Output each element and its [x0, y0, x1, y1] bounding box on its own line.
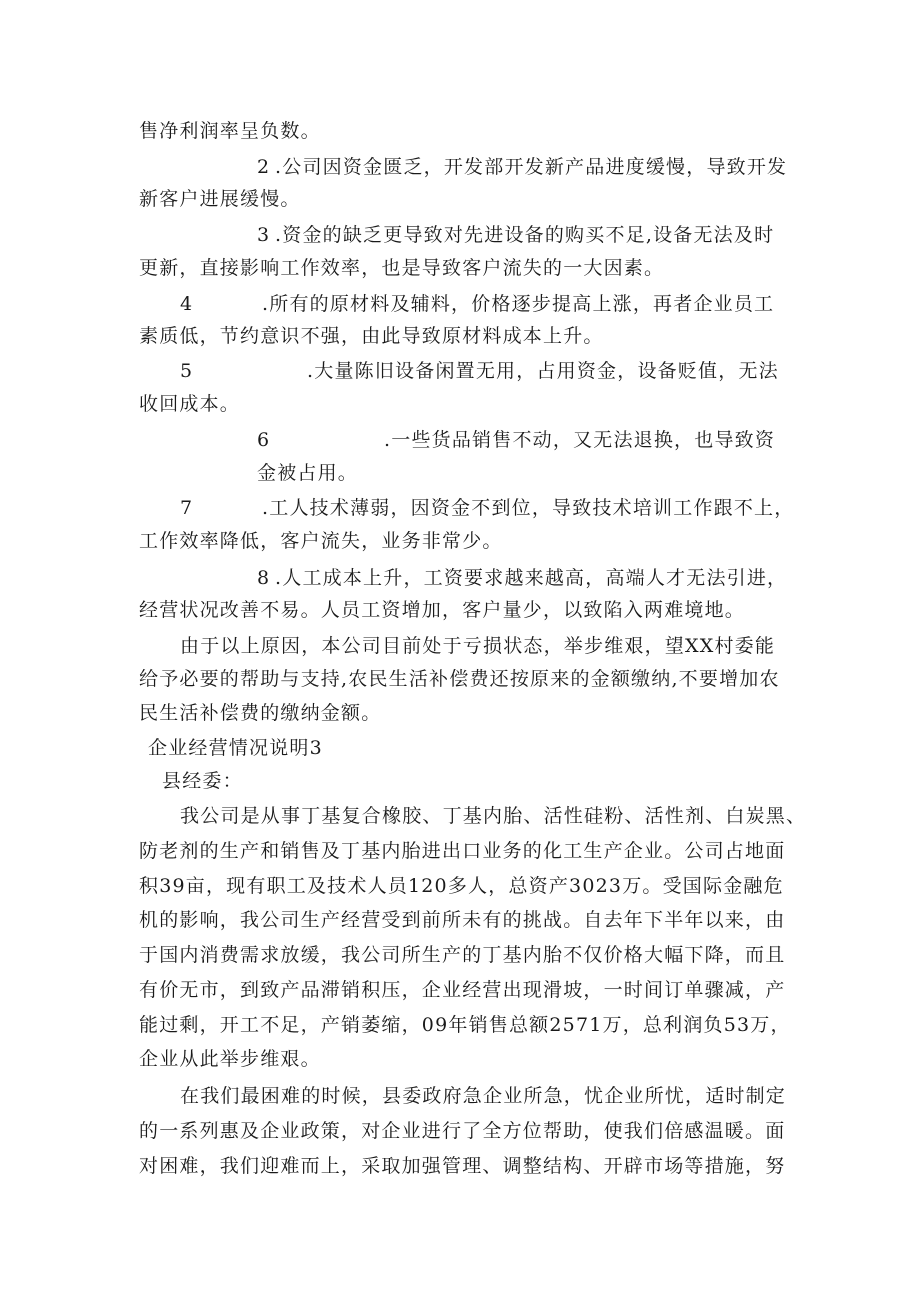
text-line: 能过剩，开工不足，产销萎缩，09年销售总额2571万，总利润负53万， — [139, 1014, 791, 1036]
text-line: 我公司是从事丁基复合橡胶、丁基内胎、活性硅粉、活性剂、白炭黑、 — [180, 805, 807, 827]
section-title: 企业经营情况说明3 — [148, 737, 323, 759]
list-item-number: 2 — [257, 156, 271, 178]
text-line: 企业从此举步维艰。 — [139, 1048, 321, 1070]
list-item-text: .公司因资金匮乏，开发部开发新产品进度缓慢，导致开发 — [275, 156, 788, 178]
text-line: 机的影响，我公司生产经营受到前所未有的挑战。自去年下半年以来，由 — [139, 909, 786, 931]
text-line: 在我们最困难的时候，县委政府急企业所急，忧企业所忧，适时制定 — [180, 1085, 787, 1107]
text-line: 有价无市，到致产品滞销积压，企业经营出现滑坡，一时间订单骤减，产 — [139, 979, 786, 1001]
text-line: 于国内消费需求放缓，我公司所生产的丁基内胎不仅价格大幅下降，而且 — [139, 944, 786, 966]
text-line: 积39亩，现有职工及技术人员120多人，总资产3023万。受国际金融危 — [139, 875, 784, 897]
list-item-text: .一些货品销售不动，又无法退换，也导致资 — [384, 429, 776, 451]
list-item-text-cont: 更新，直接影响工作效率，也是导致客户流失的一大因素。 — [139, 257, 665, 279]
text-line: 防老剂的生产和销售及丁基内胎进出口业务的化工生产企业。公司占地面 — [139, 840, 786, 862]
list-item-text: .所有的原材料及辅料，价格逐步提高上涨，再者企业员工 — [262, 293, 775, 315]
list-item-text: .资金的缺乏更导致对先进设备的购买不足,设备无法及时 — [275, 224, 775, 246]
text-line: 对困难，我们迎难而上，采取加强管理、调整结构、开辟市场等措施，努 — [139, 1155, 786, 1177]
list-item-number: 8 — [257, 567, 271, 589]
list-item-text: .人工成本上升，工资要求越来越高，高端人才无法引进， — [275, 567, 788, 589]
list-item-continuation: 售净利润率呈负数。 — [139, 120, 321, 142]
text-line: 由于以上原因，本公司目前处于亏损状态，举步维艰，望XX村委能 — [180, 635, 776, 657]
text-line: 的一系列惠及企业政策，对企业进行了全方位帮助，使我们倍感温暖。面 — [139, 1120, 786, 1142]
list-item-number: 5 — [180, 360, 194, 382]
list-item-text-cont: 工作效率降低，客户流失，业务非常少。 — [139, 530, 503, 552]
list-item-text-cont: 新客户进展缓慢。 — [139, 188, 301, 210]
text-line: 给予必要的帮助与支持,农民生活补偿费还按原来的金额缴纳,不要增加农 — [139, 668, 780, 690]
list-item-text-cont: 收回成本。 — [139, 393, 241, 415]
text-line: 民生活补偿费的缴纳金额。 — [139, 702, 382, 724]
list-item-text-cont: 素质低，节约意识不强，由此导致原材料成本上升。 — [139, 325, 604, 347]
list-item-text: .工人技术薄弱，因资金不到位，导致技术培训工作跟不上， — [262, 497, 795, 519]
list-item-number: 4 — [180, 293, 194, 315]
list-item-text-cont: 经营状况改善不易。人员工资增加，客户量少，以致陷入两难境地。 — [139, 599, 746, 621]
list-item-text-cont: 金被占用。 — [257, 462, 359, 484]
list-item-number: 6 — [257, 429, 271, 451]
list-item-number: 3 — [257, 224, 271, 246]
list-item-number: 7 — [180, 497, 194, 519]
list-item-text: .大量陈旧设备闲置无用，占用资金，设备贬值，无法 — [307, 360, 779, 382]
salutation: 县经委： — [162, 770, 243, 792]
